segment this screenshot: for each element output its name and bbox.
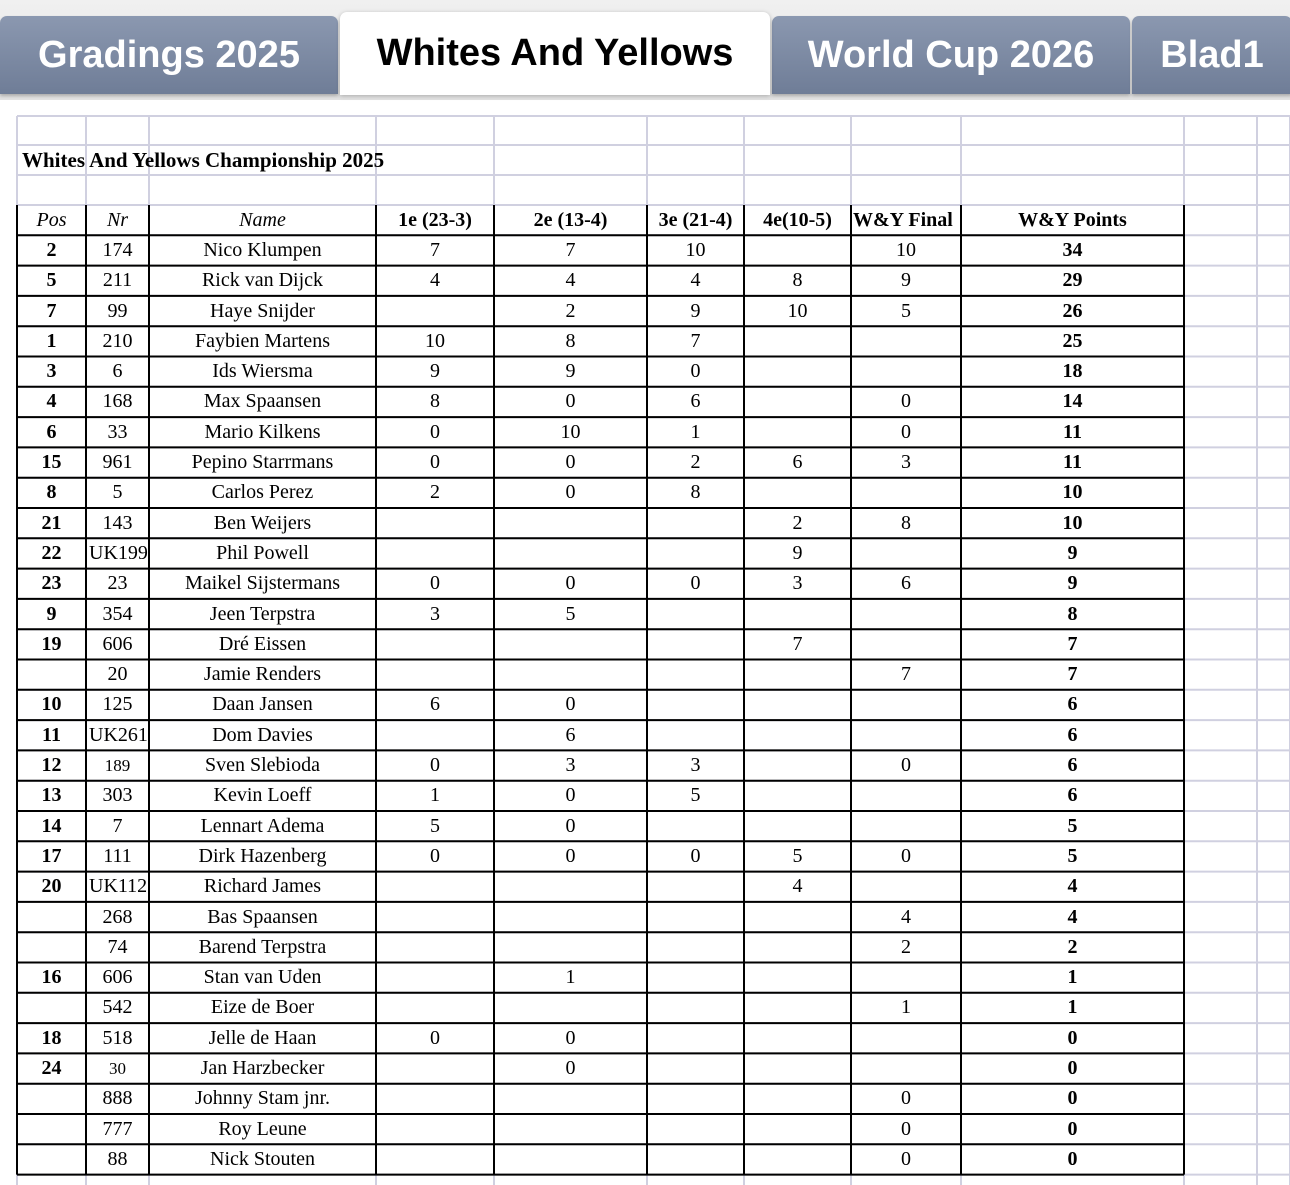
cell-round-4[interactable]: 9: [792, 541, 803, 564]
cell-round-1[interactable]: [376, 993, 494, 1023]
cell-round-2[interactable]: [494, 902, 647, 932]
cell-name[interactable]: Barend Terpstra: [198, 935, 327, 958]
cell-name[interactable]: Dirk Hazenberg: [198, 844, 327, 867]
cell-wy-points[interactable]: 6: [1067, 754, 1078, 777]
cell-round-1[interactable]: 9: [430, 360, 440, 383]
cell-name[interactable]: Ids Wiersma: [212, 360, 313, 383]
cell-wy-points[interactable]: 6: [1067, 784, 1078, 807]
cell-wy-points[interactable]: 5: [1067, 844, 1078, 867]
cell-wy-final[interactable]: 0: [901, 754, 911, 777]
cell-round-4[interactable]: [744, 1114, 851, 1144]
cell-round-2[interactable]: 7: [565, 238, 576, 261]
cell-round-4[interactable]: [744, 690, 851, 720]
cell-name[interactable]: Sven Slebioda: [205, 754, 320, 777]
cell-pos[interactable]: 7: [46, 299, 57, 322]
cell-wy-points[interactable]: 0: [1067, 1117, 1078, 1140]
cell-wy-points[interactable]: 7: [1067, 632, 1078, 655]
cell-round-3[interactable]: [647, 993, 744, 1023]
cell-name[interactable]: Nico Klumpen: [203, 238, 322, 261]
cell-name[interactable]: Rick van Dijck: [201, 269, 324, 292]
header-pos[interactable]: Pos: [36, 208, 67, 231]
tab-world-cup-2026[interactable]: World Cup 2026: [772, 16, 1130, 94]
cell-round-3[interactable]: [647, 629, 744, 659]
cell-round-1[interactable]: 6: [430, 693, 440, 716]
cell-pos[interactable]: 11: [42, 723, 61, 746]
cell-round-1[interactable]: 7: [430, 238, 440, 261]
cell-wy-final[interactable]: 5: [901, 299, 911, 322]
cell-wy-points[interactable]: 7: [1067, 663, 1078, 686]
cell-wy-points[interactable]: 6: [1067, 723, 1078, 746]
header-wy-points[interactable]: W&Y Points: [1018, 208, 1127, 231]
cell-nr[interactable]: 542: [102, 996, 133, 1019]
cell-round-3[interactable]: 3: [690, 754, 701, 777]
cell-pos[interactable]: 6: [46, 420, 57, 443]
cell-wy-final[interactable]: [851, 1053, 961, 1083]
cell-round-3[interactable]: [647, 720, 744, 750]
cell-round-4[interactable]: [744, 1053, 851, 1083]
cell-wy-final[interactable]: 10: [896, 238, 916, 261]
cell-name[interactable]: Jelle de Haan: [208, 1026, 317, 1049]
cell-round-2[interactable]: 5: [565, 602, 576, 625]
cell-round-2[interactable]: [494, 629, 647, 659]
cell-wy-final[interactable]: 0: [901, 420, 911, 443]
cell-pos[interactable]: 19: [41, 632, 62, 655]
cell-round-3[interactable]: [647, 690, 744, 720]
cell-round-2[interactable]: 9: [565, 360, 576, 383]
sheet-title: Whites And Yellows Championship 2025: [22, 147, 385, 172]
cell-round-2[interactable]: [494, 538, 647, 568]
cell-pos[interactable]: 15: [41, 451, 62, 474]
cell-round-3[interactable]: 6: [690, 390, 701, 413]
cell-round-2[interactable]: [494, 1144, 647, 1174]
cell-nr[interactable]: 30: [109, 1058, 126, 1078]
cell-name[interactable]: Maikel Sijstermans: [185, 572, 340, 595]
cell-pos[interactable]: 21: [41, 511, 62, 534]
cell-pos[interactable]: 16: [41, 966, 62, 989]
cell-wy-final[interactable]: [851, 538, 961, 568]
cell-wy-points[interactable]: 2: [1067, 935, 1078, 958]
cell-round-4[interactable]: 5: [792, 844, 803, 867]
cell-wy-points[interactable]: 10: [1062, 511, 1083, 534]
cell-round-4[interactable]: 10: [787, 299, 808, 322]
cell-wy-final[interactable]: [851, 690, 961, 720]
cell-round-1[interactable]: 4: [430, 269, 440, 292]
cell-round-4[interactable]: [744, 235, 851, 265]
cell-round-1[interactable]: [376, 538, 494, 568]
cell-nr[interactable]: 20: [107, 663, 128, 686]
cell-wy-final[interactable]: [851, 1023, 961, 1053]
cell-name[interactable]: Nick Stouten: [210, 1147, 315, 1170]
cell-wy-final[interactable]: [851, 872, 961, 902]
cell-round-1[interactable]: 2: [430, 481, 440, 504]
cell-nr[interactable]: 174: [102, 238, 133, 261]
cell-round-3[interactable]: [647, 902, 744, 932]
cell-round-2[interactable]: 0: [565, 1057, 576, 1080]
cell-pos[interactable]: 13: [41, 784, 62, 807]
cell-pos[interactable]: 5: [46, 269, 57, 292]
cell-wy-final[interactable]: 9: [901, 269, 911, 292]
cell-nr[interactable]: 111: [103, 844, 132, 867]
cell-wy-points[interactable]: 1: [1067, 966, 1078, 989]
cell-nr[interactable]: 888: [102, 1087, 133, 1110]
cell-nr[interactable]: 606: [102, 632, 133, 655]
cell-wy-points[interactable]: 29: [1062, 269, 1083, 292]
cell-round-1[interactable]: 0: [430, 1026, 440, 1049]
cell-round-1[interactable]: [376, 932, 494, 962]
cell-round-4[interactable]: 3: [792, 572, 803, 595]
cell-wy-points[interactable]: 26: [1062, 299, 1083, 322]
cell-wy-points[interactable]: 4: [1067, 905, 1078, 928]
cell-pos[interactable]: 12: [41, 754, 62, 777]
cell-wy-points[interactable]: 1: [1067, 996, 1078, 1019]
cell-name[interactable]: Bas Spaansen: [207, 905, 318, 928]
cell-nr[interactable]: 7: [112, 814, 123, 837]
cell-round-3[interactable]: [647, 1084, 744, 1114]
cell-pos[interactable]: [17, 932, 86, 962]
cell-nr[interactable]: 125: [102, 693, 133, 716]
cell-round-4[interactable]: [744, 326, 851, 356]
cell-round-1[interactable]: [376, 296, 494, 326]
cell-round-4[interactable]: [744, 811, 851, 841]
cell-round-2[interactable]: [494, 660, 647, 690]
cell-nr[interactable]: 518: [102, 1026, 133, 1049]
cell-name[interactable]: Ben Weijers: [213, 511, 312, 534]
cell-round-3[interactable]: [647, 1144, 744, 1174]
cell-name[interactable]: Haye Snijder: [210, 299, 315, 322]
cell-round-3[interactable]: [647, 1023, 744, 1053]
cell-pos[interactable]: [17, 1084, 86, 1114]
cell-wy-final[interactable]: 3: [901, 451, 911, 474]
cell-nr[interactable]: 211: [102, 269, 133, 292]
cell-pos[interactable]: [17, 1114, 86, 1144]
cell-round-1[interactable]: [376, 629, 494, 659]
cell-round-3[interactable]: 9: [690, 299, 701, 322]
cell-round-1[interactable]: [376, 1114, 494, 1144]
cell-name[interactable]: Daan Jansen: [212, 693, 313, 716]
cell-wy-points[interactable]: 34: [1062, 238, 1083, 261]
cell-round-1[interactable]: 10: [425, 329, 445, 352]
cell-round-1[interactable]: 0: [430, 844, 440, 867]
cell-wy-final[interactable]: 1: [901, 996, 911, 1019]
cell-round-3[interactable]: [647, 1053, 744, 1083]
cell-round-4[interactable]: [744, 720, 851, 750]
header-round-4[interactable]: 4e(10-5): [763, 208, 832, 231]
cell-name[interactable]: Lennart Adema: [200, 814, 325, 837]
cell-wy-final[interactable]: 0: [901, 1147, 911, 1170]
cell-round-3[interactable]: [647, 811, 744, 841]
cell-round-4[interactable]: [744, 660, 851, 690]
cell-round-4[interactable]: [744, 963, 851, 993]
cell-wy-final[interactable]: 0: [901, 1117, 911, 1140]
cell-round-3[interactable]: [647, 1114, 744, 1144]
cell-nr[interactable]: 5: [112, 481, 123, 504]
cell-name[interactable]: Phil Powell: [216, 541, 309, 564]
cell-round-4[interactable]: [744, 750, 851, 780]
cell-name[interactable]: Jamie Renders: [203, 663, 322, 686]
cell-wy-final[interactable]: [851, 478, 961, 508]
cell-round-1[interactable]: [376, 963, 494, 993]
cell-round-2[interactable]: 3: [565, 754, 576, 777]
cell-pos[interactable]: 9: [46, 602, 57, 625]
cell-wy-final[interactable]: 2: [901, 935, 911, 958]
header-round-2[interactable]: 2e (13-4): [533, 208, 608, 231]
cell-round-1[interactable]: [376, 1144, 494, 1174]
cell-name[interactable]: Stan van Uden: [203, 966, 322, 989]
cell-wy-final[interactable]: 4: [901, 905, 911, 928]
cell-wy-points[interactable]: 4: [1067, 875, 1078, 898]
cell-round-1[interactable]: [376, 720, 494, 750]
cell-wy-final[interactable]: [851, 326, 961, 356]
cell-round-2[interactable]: 0: [565, 1026, 576, 1049]
cell-round-2[interactable]: [494, 993, 647, 1023]
cell-pos[interactable]: 24: [41, 1057, 62, 1080]
cell-nr[interactable]: 606: [102, 966, 133, 989]
cell-round-3[interactable]: [647, 872, 744, 902]
cell-round-2[interactable]: [494, 1084, 647, 1114]
cell-round-3[interactable]: 8: [690, 481, 701, 504]
cell-pos[interactable]: 22: [41, 541, 62, 564]
cell-round-1[interactable]: 1: [430, 784, 440, 807]
cell-round-1[interactable]: 0: [430, 572, 440, 595]
cell-name[interactable]: Johnny Stam jnr.: [194, 1087, 330, 1110]
tab-blad1[interactable]: Blad1: [1132, 16, 1290, 94]
cell-round-2[interactable]: 4: [565, 269, 576, 292]
cell-round-1[interactable]: 8: [430, 390, 440, 413]
cell-wy-points[interactable]: 9: [1067, 572, 1078, 595]
cell-wy-points[interactable]: 0: [1067, 1147, 1078, 1170]
cell-round-1[interactable]: [376, 872, 494, 902]
cell-name[interactable]: Richard James: [203, 875, 322, 898]
cell-wy-points[interactable]: 14: [1062, 390, 1083, 413]
cell-name[interactable]: Jan Harzbecker: [200, 1057, 325, 1080]
cell-wy-points[interactable]: 0: [1067, 1057, 1078, 1080]
cell-pos[interactable]: 14: [41, 814, 62, 837]
cell-nr[interactable]: 168: [102, 390, 133, 413]
cell-wy-final[interactable]: [851, 629, 961, 659]
cell-wy-points[interactable]: 9: [1067, 541, 1078, 564]
cell-nr[interactable]: 6: [112, 360, 123, 383]
cell-wy-final[interactable]: 7: [901, 663, 911, 686]
cell-nr[interactable]: 33: [107, 420, 128, 443]
cell-round-3[interactable]: [647, 508, 744, 538]
cell-round-2[interactable]: 8: [565, 329, 576, 352]
cell-round-4[interactable]: [744, 1023, 851, 1053]
cell-round-2[interactable]: 2: [565, 299, 576, 322]
cell-round-2[interactable]: 0: [565, 572, 576, 595]
spreadsheet-grid[interactable]: [0, 100, 1290, 1185]
cell-round-4[interactable]: [744, 932, 851, 962]
cell-round-4[interactable]: [744, 902, 851, 932]
header-round-3[interactable]: 3e (21-4): [658, 208, 733, 231]
cell-pos[interactable]: 17: [41, 844, 62, 867]
cell-round-4[interactable]: 6: [792, 451, 803, 474]
cell-name[interactable]: Mario Kilkens: [204, 420, 321, 443]
cell-pos[interactable]: 23: [41, 572, 62, 595]
cell-round-3[interactable]: 2: [690, 451, 701, 474]
cell-round-1[interactable]: 5: [430, 814, 440, 837]
cell-round-2[interactable]: 10: [560, 420, 581, 443]
cell-round-1[interactable]: 3: [430, 602, 440, 625]
tab-gradings-2025[interactable]: Gradings 2025: [0, 16, 338, 94]
cell-pos[interactable]: [17, 660, 86, 690]
cell-round-3[interactable]: [647, 599, 744, 629]
cell-pos[interactable]: 10: [41, 693, 62, 716]
cell-round-3[interactable]: [647, 932, 744, 962]
cell-wy-final[interactable]: 0: [901, 390, 911, 413]
cell-pos[interactable]: 4: [46, 390, 57, 413]
header-name[interactable]: Name: [239, 208, 286, 231]
cell-round-4[interactable]: 8: [792, 269, 803, 292]
cell-round-4[interactable]: [744, 1084, 851, 1114]
cell-name[interactable]: Dom Davies: [212, 723, 313, 746]
cell-round-4[interactable]: [744, 417, 851, 447]
cell-round-3[interactable]: 1: [690, 420, 701, 443]
cell-wy-points[interactable]: 5: [1067, 814, 1078, 837]
cell-pos[interactable]: 8: [46, 481, 57, 504]
cell-nr[interactable]: UK261: [89, 723, 148, 746]
cell-round-2[interactable]: [494, 508, 647, 538]
cell-round-1[interactable]: [376, 1084, 494, 1114]
cell-pos[interactable]: 1: [46, 329, 57, 352]
cell-wy-final[interactable]: [851, 811, 961, 841]
cell-pos[interactable]: 2: [46, 238, 57, 261]
cell-round-2[interactable]: [494, 1114, 647, 1144]
cell-round-4[interactable]: [744, 599, 851, 629]
cell-nr[interactable]: 354: [102, 602, 133, 625]
sheet-tab-bar: [0, 0, 1290, 100]
cell-round-1[interactable]: [376, 508, 494, 538]
cell-name[interactable]: Pepino Starrmans: [191, 451, 334, 474]
cell-round-2[interactable]: [494, 872, 647, 902]
cell-round-2[interactable]: 0: [565, 814, 576, 837]
cell-round-3[interactable]: [647, 963, 744, 993]
cell-round-4[interactable]: [744, 993, 851, 1023]
cell-round-2[interactable]: 1: [565, 966, 576, 989]
cell-nr[interactable]: 143: [102, 511, 133, 534]
cell-wy-points[interactable]: 8: [1067, 602, 1078, 625]
cell-round-4[interactable]: [744, 781, 851, 811]
cell-nr[interactable]: 88: [107, 1147, 128, 1170]
cell-wy-points[interactable]: 0: [1067, 1087, 1078, 1110]
cell-round-4[interactable]: [744, 387, 851, 417]
cell-wy-points[interactable]: 0: [1067, 1026, 1078, 1049]
cell-wy-points[interactable]: 10: [1062, 481, 1083, 504]
cell-name[interactable]: Roy Leune: [218, 1117, 307, 1140]
cell-name[interactable]: Jeen Terpstra: [209, 602, 316, 625]
cell-wy-final[interactable]: [851, 781, 961, 811]
cell-wy-final[interactable]: 0: [901, 844, 911, 867]
cell-nr[interactable]: 777: [102, 1117, 133, 1140]
cell-round-3[interactable]: 5: [690, 784, 701, 807]
cell-name[interactable]: Faybien Martens: [195, 329, 330, 352]
cell-round-3[interactable]: 0: [690, 360, 701, 383]
cell-round-3[interactable]: [647, 538, 744, 568]
cell-round-1[interactable]: [376, 1053, 494, 1083]
cell-round-4[interactable]: [744, 478, 851, 508]
cell-nr[interactable]: 23: [107, 572, 128, 595]
header-wy-final[interactable]: W&Y Final: [853, 208, 953, 231]
cell-round-4[interactable]: [744, 357, 851, 387]
cell-name[interactable]: Max Spaansen: [203, 390, 322, 413]
cell-pos[interactable]: 20: [41, 875, 62, 898]
cell-round-2[interactable]: 0: [565, 784, 576, 807]
cell-wy-points[interactable]: 6: [1067, 693, 1078, 716]
cell-wy-points[interactable]: 18: [1062, 360, 1083, 383]
cell-round-1[interactable]: 0: [430, 754, 440, 777]
cell-nr[interactable]: 189: [104, 755, 131, 775]
cell-wy-final[interactable]: [851, 720, 961, 750]
cell-round-3[interactable]: 0: [690, 844, 701, 867]
cell-wy-final[interactable]: 6: [901, 572, 911, 595]
cell-name[interactable]: Dré Eissen: [218, 632, 307, 655]
cell-wy-points[interactable]: 11: [1063, 451, 1082, 474]
cell-pos[interactable]: 3: [46, 360, 57, 383]
cell-nr[interactable]: 74: [107, 935, 128, 958]
cell-name[interactable]: Carlos Perez: [211, 481, 314, 504]
cell-round-2[interactable]: [494, 932, 647, 962]
cell-round-2[interactable]: 0: [565, 390, 576, 413]
cell-wy-final[interactable]: 0: [901, 1087, 911, 1110]
cell-round-1[interactable]: [376, 660, 494, 690]
cell-name[interactable]: Eize de Boer: [210, 996, 315, 1019]
cell-nr[interactable]: UK112: [89, 875, 148, 898]
cell-round-1[interactable]: 0: [430, 420, 440, 443]
cell-round-4[interactable]: 2: [792, 511, 803, 534]
cell-wy-final[interactable]: [851, 357, 961, 387]
cell-round-3[interactable]: [647, 660, 744, 690]
cell-round-1[interactable]: 0: [430, 451, 440, 474]
cell-round-2[interactable]: 0: [565, 451, 576, 474]
cell-pos[interactable]: 18: [41, 1026, 62, 1049]
cell-round-2[interactable]: 6: [565, 723, 576, 746]
cell-wy-points[interactable]: 25: [1062, 329, 1083, 352]
cell-pos[interactable]: [17, 993, 86, 1023]
cell-round-3[interactable]: 4: [690, 269, 701, 292]
cell-nr[interactable]: 268: [102, 905, 133, 928]
cell-round-2[interactable]: 0: [565, 693, 576, 716]
cell-wy-points[interactable]: 11: [1063, 420, 1082, 443]
cell-name[interactable]: Kevin Loeff: [213, 784, 312, 807]
cell-nr[interactable]: 210: [102, 329, 133, 352]
cell-wy-final[interactable]: [851, 963, 961, 993]
tab-whites-and-yellows[interactable]: Whites And Yellows: [340, 12, 770, 95]
cell-round-3[interactable]: 7: [690, 329, 701, 352]
header-round-1[interactable]: 1e (23-3): [398, 208, 472, 231]
cell-round-1[interactable]: [376, 902, 494, 932]
cell-round-2[interactable]: 0: [565, 844, 576, 867]
cell-round-4[interactable]: 4: [792, 875, 803, 898]
cell-round-4[interactable]: [744, 1144, 851, 1174]
cell-pos[interactable]: [17, 1144, 86, 1174]
cell-nr[interactable]: 303: [102, 784, 133, 807]
cell-round-2[interactable]: 0: [565, 481, 576, 504]
cell-wy-final[interactable]: 8: [901, 511, 911, 534]
cell-nr[interactable]: 99: [107, 299, 128, 322]
cell-round-3[interactable]: 0: [690, 572, 701, 595]
cell-round-4[interactable]: 7: [792, 632, 803, 655]
cell-round-3[interactable]: 10: [685, 238, 706, 261]
cell-nr[interactable]: UK199: [89, 541, 148, 564]
cell-wy-final[interactable]: [851, 599, 961, 629]
header-nr[interactable]: Nr: [106, 208, 129, 231]
cell-nr[interactable]: 961: [102, 451, 133, 474]
cell-pos[interactable]: [17, 902, 86, 932]
